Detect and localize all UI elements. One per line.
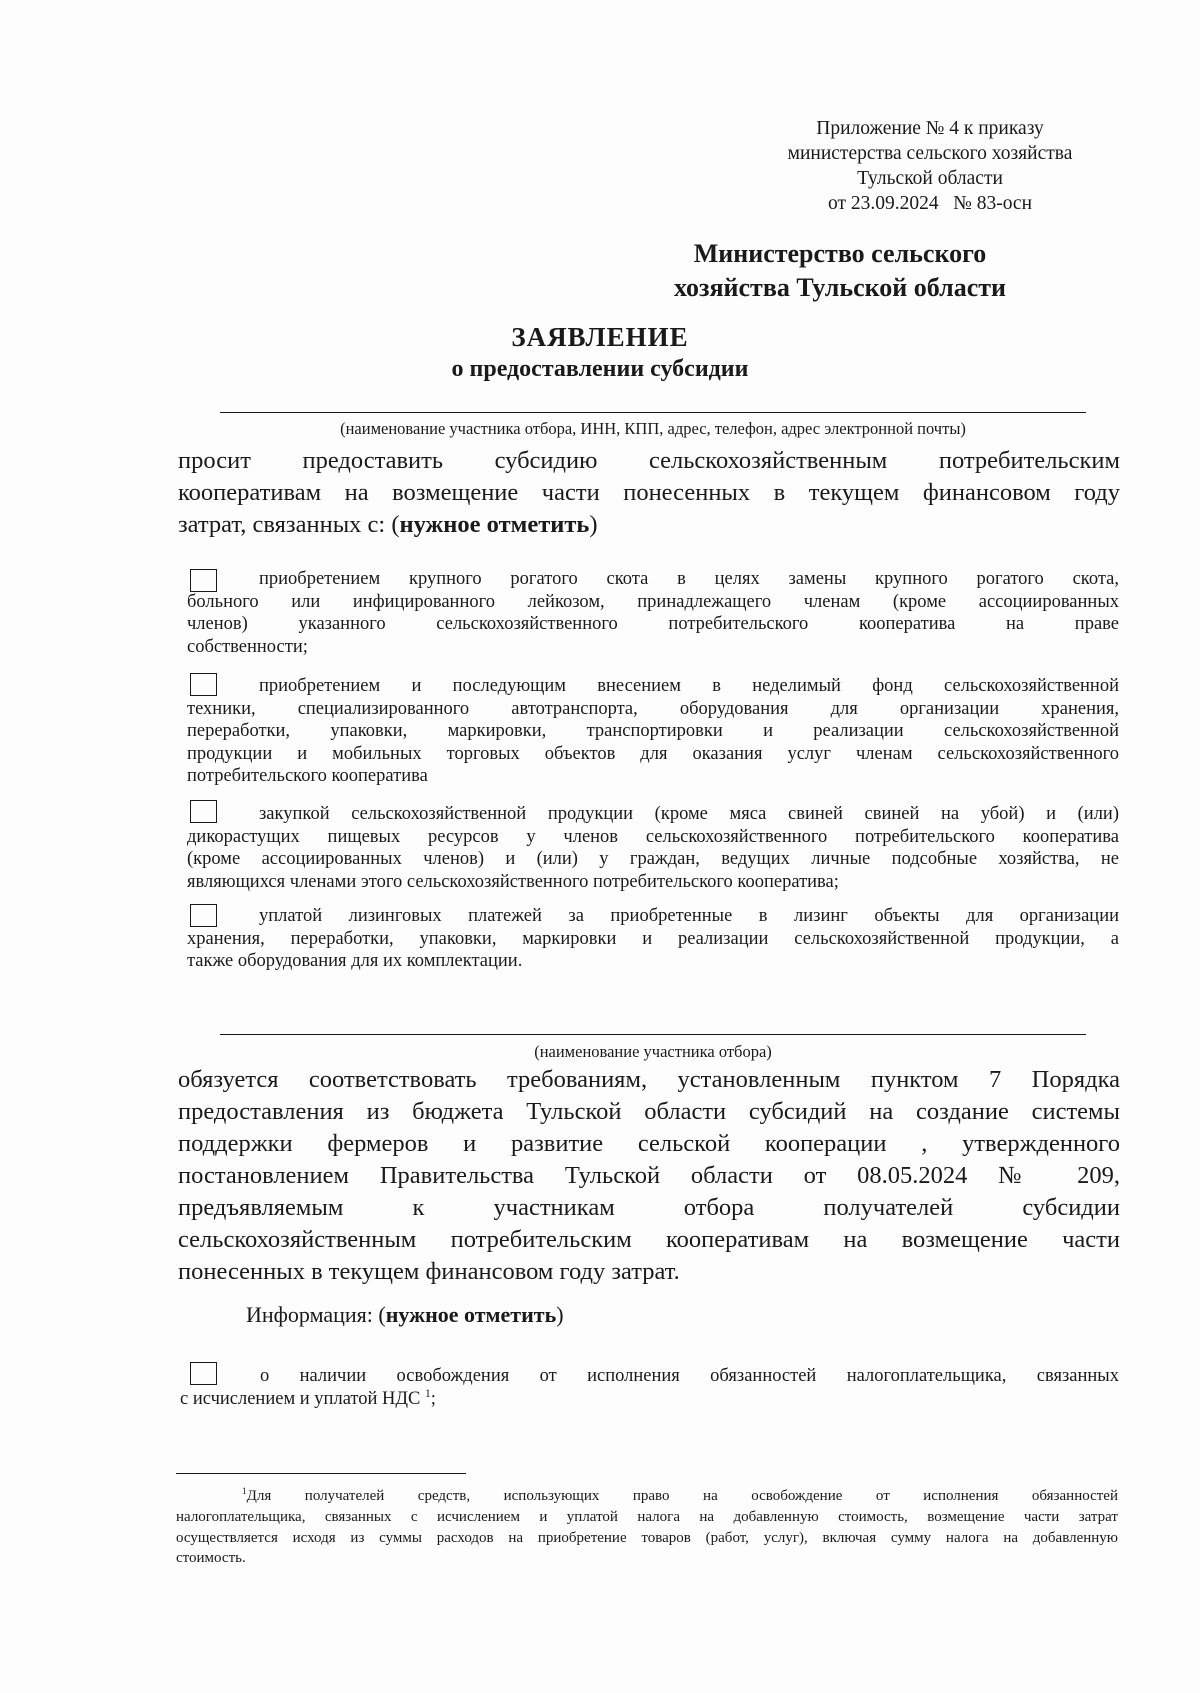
request-line: просит предоставить субсидию сельскохозяйственным потребительским xyxy=(178,447,1120,474)
option-vat-exemption xyxy=(180,1365,1119,1410)
footnote-line: $^1$Для получателей средств, использующих право на освобождение от исполнения обязанностей xyxy=(242,1487,1118,1504)
option-line: о наличии освобождения от исполнения обязанностей налогоплательщика, связанных xyxy=(260,1366,1119,1386)
option-line: переработки, упаковки, маркировки, транспортировки и реализации сельскохозяйственной xyxy=(187,721,1119,742)
obligation-line: поддержки фермеров и развитие сельской кооперации , утвержденного xyxy=(178,1130,1120,1157)
option-line: уплатой лизинговых платежей за приобретенные в лизинг объекты для организации xyxy=(259,906,1119,926)
option-leasing xyxy=(187,905,1119,973)
appendix-line: Приложение № 4 к приказу xyxy=(816,118,1044,139)
participant-name-fill-line[interactable] xyxy=(220,1034,1086,1035)
option-procurement xyxy=(187,803,1119,893)
request-line: кооперативам на возмещение части понесенных в текущем финансовом году xyxy=(178,479,1120,506)
option-line: техники, специализированного автотранспорта, оборудования для организации хранения, xyxy=(187,698,1119,719)
participant-caption: (наименование участника отбора, ИНН, КПП, адрес, телефон, адрес электронной почты) xyxy=(340,419,966,438)
mark-needed-hint: нужное отметить xyxy=(385,1302,557,1327)
document-title: ЗАЯВЛЕНИЕ xyxy=(511,322,689,352)
footnote-line: осуществляется исходя из суммы расходов на приобретение товаров (работ, услуг), включая сумму налога на добавленную xyxy=(176,1529,1118,1546)
footnote xyxy=(176,1486,1118,1569)
option-line: больного или инфицированного лейкозом, принадлежащего членам (кроме ассоциированных xyxy=(187,591,1119,612)
appendix-header xyxy=(740,116,1120,216)
appendix-date-number: от 23.09.2024 № 83-осн xyxy=(827,193,1033,214)
obligation-line: понесенных в текущем финансовом году затрат. xyxy=(178,1258,680,1285)
participant-name-caption: (наименование участника отбора) xyxy=(534,1042,772,1061)
obligation-line: предъявляемым к участникам отбора получателей субсидии xyxy=(178,1194,1120,1221)
option-line: членов) указанного сельскохозяйственного потребительского кооператива на праве xyxy=(187,614,1119,635)
option-line: приобретением и последующим внесением в неделимый фонд сельскохозяйственной xyxy=(259,676,1119,696)
option-line: с исчислением и уплатой НДС $^1$; xyxy=(180,1387,436,1409)
option-line: также оборудования для их комплектации. xyxy=(187,951,523,972)
info-label: Информация: (нужное отметить) xyxy=(246,1302,564,1327)
footnote-reference[interactable]: 1 xyxy=(424,1387,431,1400)
option-line: собственности; xyxy=(187,636,308,657)
request-paragraph xyxy=(178,445,1120,541)
option-line: закупкой сельскохозяйственной продукции (кроме мяса свиней свиней на убой) и (или) xyxy=(259,804,1119,824)
obligation-paragraph xyxy=(178,1064,1120,1288)
mark-needed-hint: нужное отметить xyxy=(399,511,590,538)
appendix-line: министерства сельского хозяйства xyxy=(787,143,1073,164)
option-line: (кроме ассоциированных членов) и (или) у граждан, ведущих личные подсобные хозяйства, не xyxy=(187,849,1119,870)
footnote-line: налогоплательщика, связанных с исчислением и уплатой налога на добавленную стоимость, возмещение части затрат xyxy=(176,1508,1118,1525)
footnote-mark: 1 xyxy=(242,1487,247,1497)
footnote-line: стоимость. xyxy=(176,1550,246,1567)
obligation-line: постановлением Правительства Тульской области от 08.05.2024 № 209, xyxy=(178,1162,1120,1189)
addressee-line: Министерство сельского xyxy=(693,239,987,268)
option-line: продукции и мобильных торговых объектов для оказания услуг членам сельскохозяйственного xyxy=(187,743,1119,764)
option-cattle xyxy=(187,568,1119,658)
option-line: потребительского кооператива xyxy=(187,766,428,787)
document-subtitle: о предоставлении субсидии xyxy=(451,356,749,382)
option-line: являющихся членами этого сельскохозяйственного потребительского кооператива; xyxy=(187,871,839,892)
participant-fill-line[interactable] xyxy=(220,412,1086,413)
option-line: приобретением крупного рогатого скота в целях замены крупного рогатого скота, xyxy=(259,569,1119,589)
obligation-line: сельскохозяйственным потребительским кооперативам на возмещение части xyxy=(178,1226,1120,1253)
addressee-line: хозяйства Тульской области xyxy=(674,273,1006,302)
appendix-line: Тульской области xyxy=(857,168,1003,189)
option-line: хранения, переработки, упаковки, маркировки и реализации сельскохозяйственной продукции, а xyxy=(187,928,1119,949)
option-line: дикорастущих пищевых ресурсов у членов сельскохозяйственного потребительского кооператива xyxy=(187,826,1119,847)
footnote-separator xyxy=(176,1473,466,1474)
request-line: затрат, связанных с: (нужное отметить) xyxy=(178,511,598,538)
option-equipment xyxy=(187,675,1119,788)
obligation-line: обязуется соответствовать требованиям, установленным пунктом 7 Порядка xyxy=(178,1066,1120,1093)
obligation-line: предоставления из бюджета Тульской области субсидий на создание системы xyxy=(178,1098,1120,1125)
addressee xyxy=(630,237,1050,305)
